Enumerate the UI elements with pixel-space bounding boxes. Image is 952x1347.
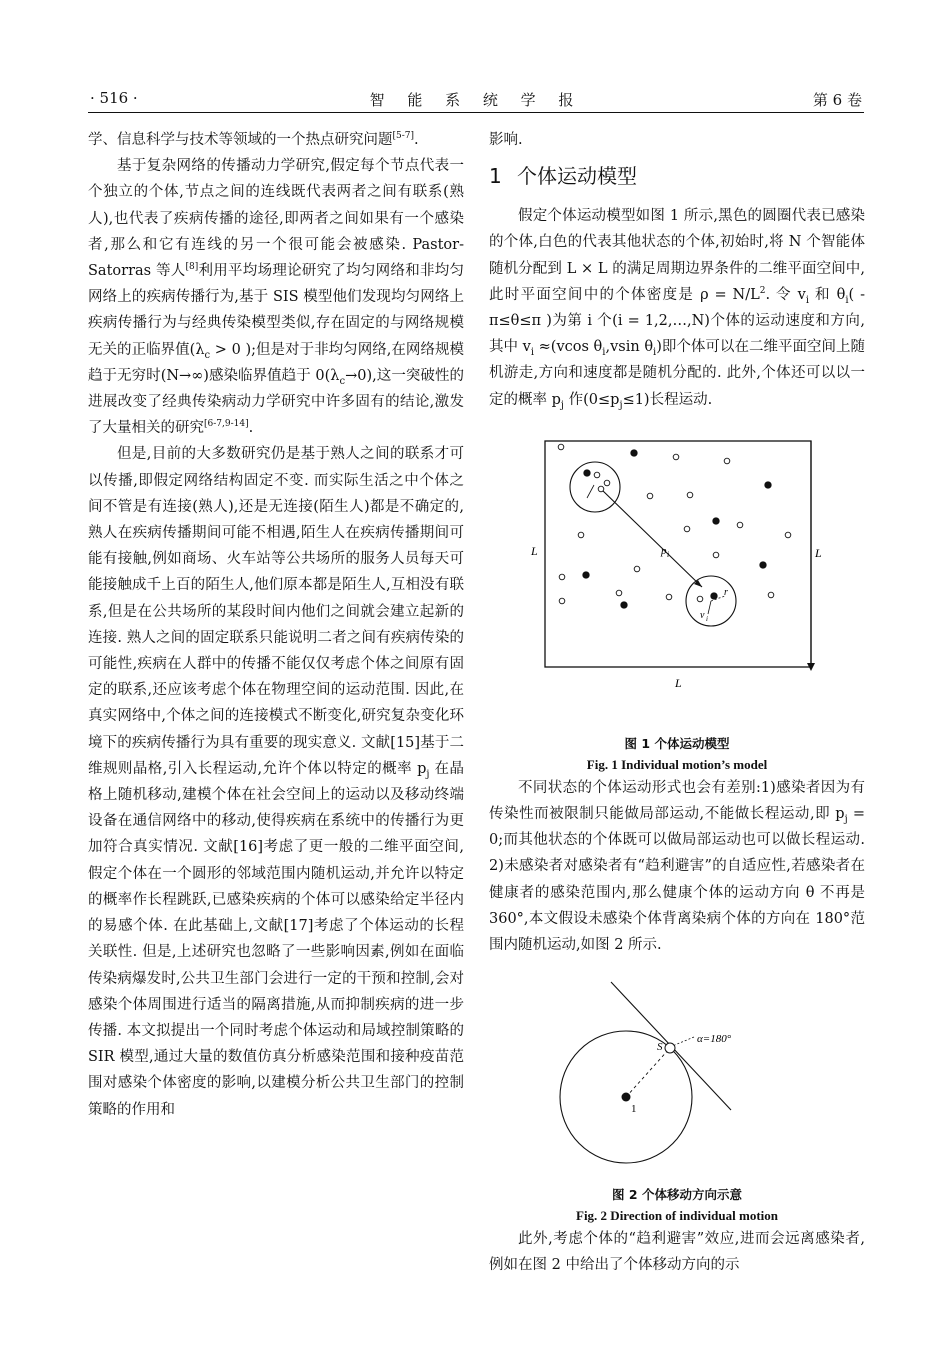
- figure-1-caption-cn: 图 1 个体运动模型: [624, 735, 730, 751]
- right-paragraph-3: 此外,考虑个体的“趋利避害”效应,进而会远离感染者,例如在图 2 中给出了个体移动方向的示: [489, 1231, 865, 1274]
- label-alpha: α=180°: [697, 1033, 732, 1046]
- left-column: [88, 127, 464, 1123]
- running-header: [88, 86, 864, 113]
- figure-1-caption-en: Fig. 1 Individual motion’s model: [586, 756, 768, 772]
- label-L-left: L: [531, 543, 538, 558]
- other-agent-dot: [684, 526, 690, 532]
- other-agent-dot: [559, 574, 565, 580]
- other-agent-dot: [578, 532, 584, 538]
- other-agent-dot: [616, 590, 622, 596]
- label-L-right: L: [815, 545, 822, 560]
- other-agent-dot: [666, 594, 672, 600]
- direction-dashed-line: [626, 1048, 670, 1097]
- other-agent-dot: [768, 592, 774, 598]
- susceptible-node: [665, 1043, 675, 1053]
- section-heading: 1 个体运动模型: [489, 164, 637, 189]
- left-paragraph-2: 基于复杂网络的传播动力学研究,假定每个节点代表一个独立的个体,节点之间的连线既代表两者之间有联系(熟人),也代表了疾病传播的途径,即两者之间如果有一个感染者,那么和它有连线的另一个很可能会被感染. Pastor-Satorras 等人[8]利用平均场理论研究了均匀网络和非均匀网络上的疾病传播行为,基于 SIS 模型他们发现均匀网络上疾病传播行为与经典传染模型类似,存在固定的与网络规模无关的正临界值($\lambda_c > 0$ );但是对于非均匀网络,在网络规模趋于无穷时(N→∞)感染临界值趋于 $0(\lambda_c\to 0)$,这一突破性的进展改变了经典传染病动力学研究中许多固有的结论,激发了大量相关的研究[6-7,9-14].: [88, 158, 465, 437]
- figure-1-svg: [489, 433, 865, 733]
- figure-2-diagram: [489, 974, 865, 1184]
- right-paragraph-1: 假定个体运动模型如图 1 所示,黑色的圆圈代表已感染的个体,白色的代表其他状态的个体,初始时,将 N 个智能体随机分配到 L × L 的满足周期边界条件的二维平面空间中,此时平面空间中的个体密度是 $\rho = N/L^2$. 令 $v_i$ 和 $\theta_i( - \pi\le\theta\le\pi$ )为第 i 个(i = 1,2,…,N)个体的运动速度和方向,其中 $v_i \approx(vcos$ $\theta_i,vsin$ $\theta_i$)即个体可以在二维平面空间上随机游走,方向和速度都是随机分配的. 此外,个体还可以以一定的概率 $p_j$ 作$(0\le p_j\le 1)$长程运动.: [489, 208, 865, 411]
- infected-node: [622, 1093, 631, 1102]
- velocity-line-2: [708, 601, 711, 614]
- label-p: p: [661, 544, 667, 557]
- other-agent-dot: [737, 522, 743, 528]
- infected-agent-dot: [621, 602, 627, 608]
- label-p-sub: i: [667, 549, 670, 559]
- other-agent-dot: [558, 444, 564, 450]
- page-number: · 516 ·: [90, 89, 138, 107]
- figure-2-caption-cn: 图 2 个体移动方向示意: [612, 1187, 742, 1203]
- label-s: S: [657, 1041, 663, 1054]
- other-agent-dot: [697, 596, 703, 602]
- infected-agent-dot: [765, 482, 771, 488]
- infected-agent-dot: [631, 450, 637, 456]
- other-agent-dot: [559, 598, 565, 604]
- journal-name: 智 能 系 统 学 报: [369, 91, 583, 109]
- label-L-bottom: L: [675, 675, 682, 690]
- other-agent-dot: [673, 454, 679, 460]
- right-paragraph-2: 不同状态的个体运动形式也会有差别:1)感染者因为有传染性而被限制只能做局部运动,不能做长程运动,即 $p_j = 0$;而其他状态的个体既可以做局部运动也可以做长程运动. 2)未感染者对感染者有“趋利避害”的自适应性,若感染者在健康者的感染范围内,那么健康个体的运动方向 θ 不再是 360°,本文假设未感染个体背离染病个体的方向在 180°范围内随机运动,如图 2 所示.: [489, 779, 866, 954]
- left-paragraph-3: 但是,目前的大多数研究仍是基于熟人之间的联系才可以传播,即假定网络结构固定不变. 而实际生活之中个体之间不管是有连接(熟人),还是无连接(陌生人)都是不确定的,熟人在疾病传播期间可能不相遇,陌生人在疾病传播期间可能有接触,例如商场、火车站等公共场所的服务人员每天可能接触成千上百的陌生人,他们原本都是陌生人,互相没有联系,但是在公共场所的某段时间内他们之间就会建立起新的连接. 熟人之间的固定联系只能说明二者之间有疾病传染的可能性,疾病在人群中的传播不能仅仅考虑个体之间原有固定的联系,还应该考虑个体在物理空间的运动范围. 因此,在真实网络中,个体之间的连接模式不断变化,研究复杂变化环境下的疾病传播行为具有重要的现实意义. 文献[15]基于二维规则晶格,引入长程运动,允许个体以特定的概率 $p_j$ 在晶格上随机移动,建模个体在社会空间上的运动以及移动终端设备在通信网络中的移动,使得疾病在系统中的传播行为更加符合真实情况. 文献[16]考虑了更一般的二维平面空间,假定个体在一个圆形的邻域范围内随机运动,并允许以特定的概率作长程跳跃,已感染疾病的个体可以感染给定半径内的易感个体. 在此基础上,文献[17]考虑了个体运动的长程关联性. 但是,上述研究也忽略了一些影响因素,例如在面临传染病爆发时,公共卫生部门会进行一定的干预和控制,会对感染个体周围进行适当的隔离措施,从而抑制疾病的进一步传播. 本文拟提出一个同时考虑个体运动和局域控制策略的 SIR 模型,通过大量的数值仿真分析感染范围和接种疫苗范围对感染个体密度的影响,以建模分析公共卫生部门的控制策略的作用和: [88, 446, 465, 1118]
- long-range-jump-line: [601, 489, 702, 587]
- neighborhood-circle-1: [570, 462, 620, 512]
- label-v: v: [700, 609, 705, 621]
- infected-agent-dot: [583, 572, 589, 578]
- agent-dots: [558, 444, 791, 608]
- other-agent-dot: [724, 458, 730, 464]
- other-agent-dot: [785, 532, 791, 538]
- figure-2-caption-en: Fig. 2 Direction of individual motion: [576, 1208, 778, 1224]
- infected-agent-dot: [760, 562, 766, 568]
- right-paragraph-0: 影响.: [489, 132, 523, 148]
- infected-agent-dot: [713, 518, 719, 524]
- other-agent-dot: [604, 480, 610, 486]
- other-agent-dot: [598, 486, 604, 492]
- label-v-sub: i: [706, 614, 708, 623]
- figure-2-svg: [489, 974, 865, 1184]
- other-agent-dot: [687, 492, 693, 498]
- left-paragraph-1: 学、信息科学与技术等领域的一个热点研究问题[5-7].: [88, 131, 419, 148]
- infected-agent-dot: [711, 593, 717, 599]
- other-agent-dot: [647, 493, 653, 499]
- other-agent-dot: [634, 566, 640, 572]
- label-1: 1: [631, 1103, 637, 1116]
- other-agent-dot: [594, 472, 600, 478]
- right-column: [489, 127, 865, 1279]
- figure-1-diagram: [489, 433, 865, 733]
- volume-number: 第 6 卷: [812, 91, 862, 109]
- other-agent-dot: [713, 552, 719, 558]
- infected-agent-dot: [584, 470, 590, 476]
- velocity-line-1: [587, 485, 594, 498]
- label-r: r: [724, 586, 728, 598]
